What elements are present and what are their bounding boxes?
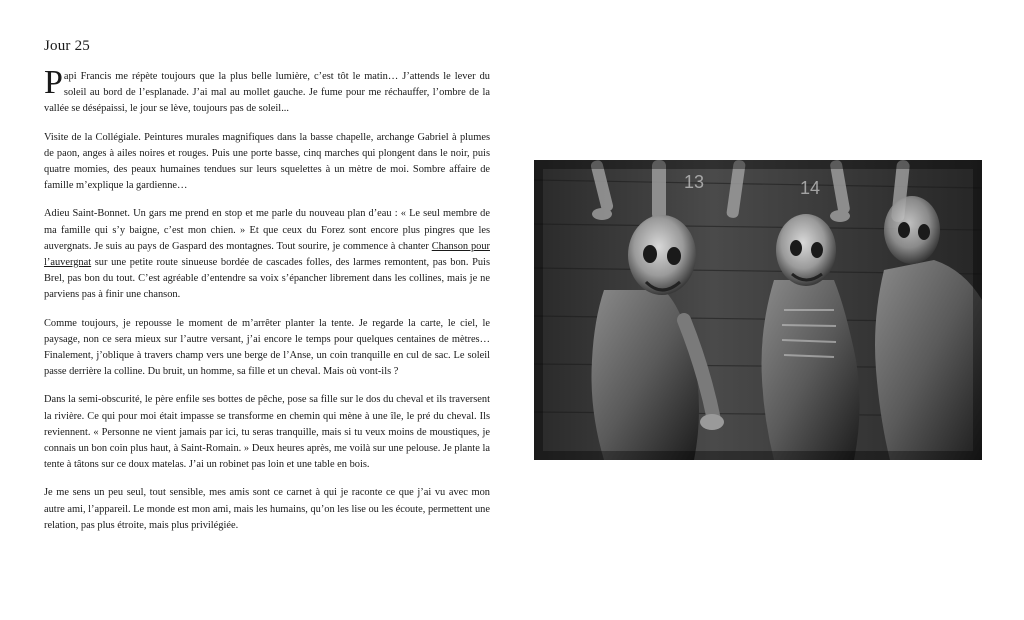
paragraph-3 <box>44 206 490 303</box>
drop-cap: P <box>44 64 63 101</box>
painted-number-14: 14 <box>800 178 821 198</box>
paragraph-6: Je me sens un peu seul, tout sensible, mes amis sont ce carnet à qui je raconte ce que j’ai vu avec mon autre ami, l’appareil. Le monde est mon ami, mais les humains, qu’on les lise ou les écoute, permettent une relation, pas plus étroite, mais plus privilégiée. <box>44 487 490 531</box>
paragraph-1 <box>44 64 490 118</box>
mummies-photo <box>534 160 982 460</box>
paragraph-1-text: api Francis me répète toujours que la plus belle lumière, c’est tôt le matin… J’attends le lever du soleil au bord de l’esplanade. J’ai mal au mollet gauche. Je fume pour me réchauffer, l’ombre de la vallée se désépaissi, le jour se lève, toujours pas de soleil... <box>44 71 490 115</box>
paragraph-3-text-before: Adieu Saint-Bonnet. Un gars me prend en stop et me parle du nouveau plan d’eau : « Le seul membre de ma famille qui s’y baigne, c’est mon chien. » Et que ceux du Forez sont encore plus pingres que les auvergnats. Je suis au pays de Gaspard des montagnes. Tout sourire, je commence à chanter <box>44 208 490 252</box>
song-title-link[interactable]: Chanson pour l’auvergnat <box>44 240 490 269</box>
day-heading: Jour 25 <box>44 38 90 54</box>
painted-number-13: 13 <box>684 172 705 192</box>
text-column <box>44 38 490 546</box>
paragraph-4: Comme toujours, je repousse le moment de m’arrêter planter la tente. Je regarde la carte, le ciel, le paysage, non ce sera mieux sur l’autre versant, j’ai encore le temps pour quelques centaines de mètres… Finalement, j’oblique à travers champ vers une berge de l’Anse, un coin tranquille en cul de sac. Le soleil passe derrière la colline. Du bruit, un homme, sa fille et un cheval. Mais où vont-ils ? <box>44 317 490 378</box>
mummies-photo-drawing <box>534 160 982 460</box>
paragraph-2: Visite de la Collégiale. Peintures murales magnifiques dans la basse chapelle, archange Gabriel à plumes de paon, anges à ailes noires et rouges. Puis une porte basse, cinq marches qui plongent dans le noir, puis quatre momies, des peaux humaines tendues sur leurs squelettes à un mètre de moi. Sombre affaire de famille m’explique la gardienne… <box>44 131 490 192</box>
paragraph-3-text-after: sur une petite route sinueuse bordée de cascades folles, des larmes remontent, pas bon. Puis Brel, pas bon du tout. C’est agréable d’entendre sa voix s’épancher librement dans les collines, mais je ne parviens pas à finir une chanson. <box>44 257 490 301</box>
paragraph-5: Dans la semi-obscurité, le père enfile ses bottes de pêche, pose sa fille sur le dos du cheval et ils traversent la rivière. Ce qui pour moi était impasse se transforme en chemin qui mène à une île, le pré du cheval. Ils reviennent. « Personne ne vient jamais par ici, tu seras tranquille, mais si tu veux moins de moustiques, je connais un bon coin plus haut, à Saint-Romain. » Deux heures après, me voilà sur une pelouse. Je plante la tente à tâtons sur ce doux matelas. J’ai un robinet pas loin et une table en bois. <box>44 394 490 471</box>
